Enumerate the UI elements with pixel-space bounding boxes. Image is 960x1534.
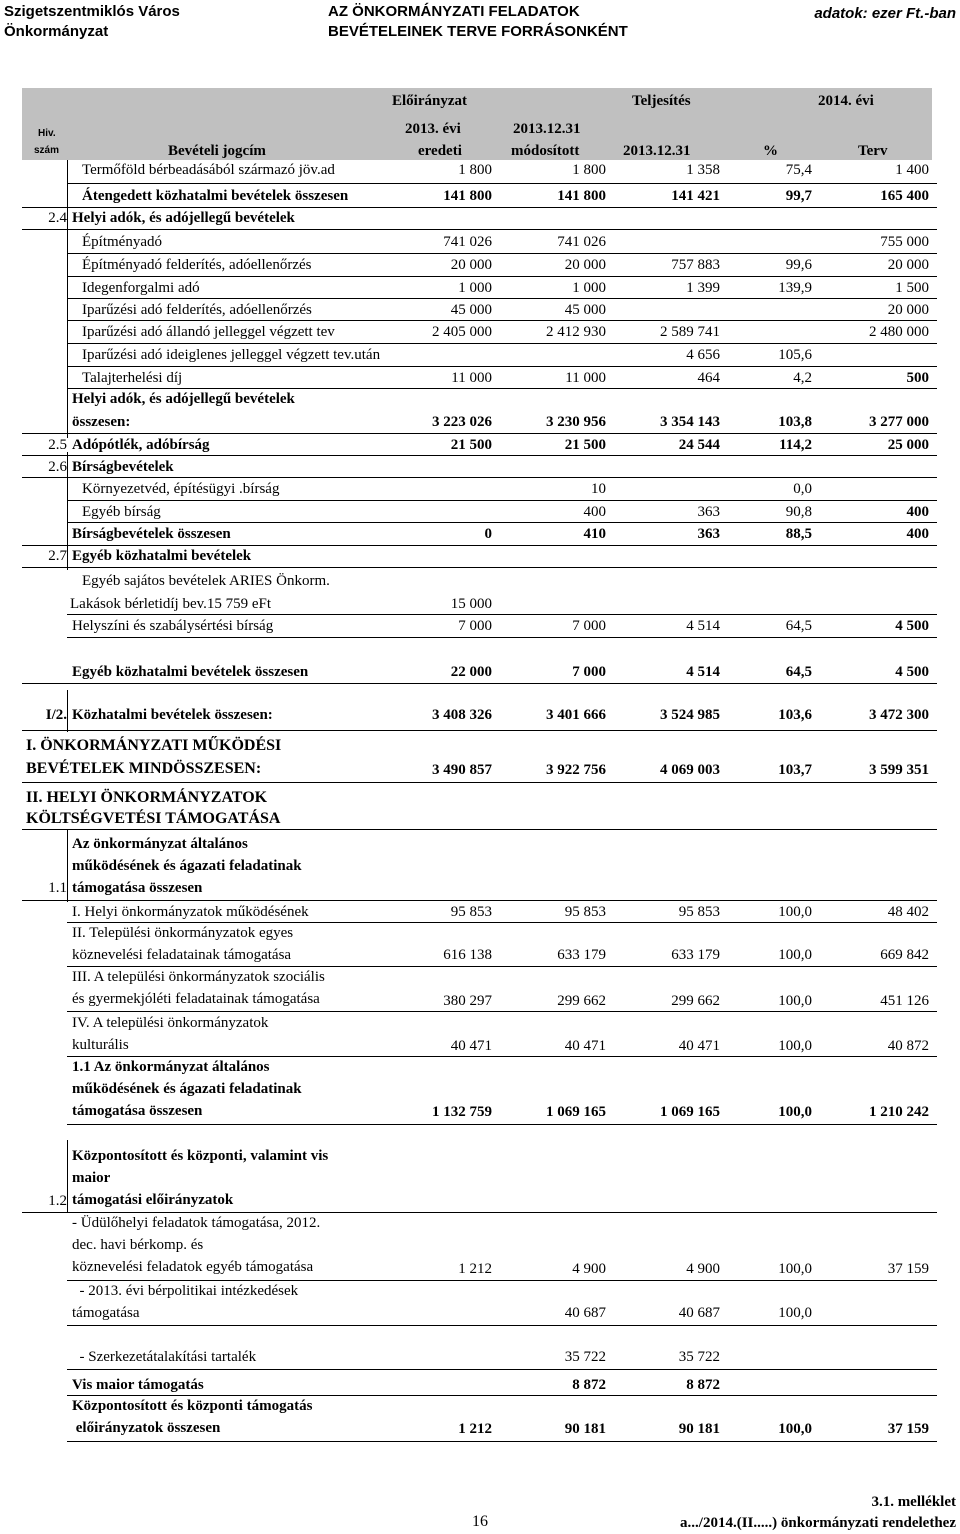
row-number: 2.6 — [48, 459, 67, 475]
row-label: 1.1 Az önkormányzat általános — [72, 1059, 270, 1075]
cell-pct: 103,7 — [778, 762, 812, 778]
cell-modositott: 10 — [591, 481, 606, 497]
col-rule — [67, 690, 68, 732]
col-2014: 2014. évi — [818, 93, 874, 109]
cell-teljesites: 95 853 — [678, 904, 720, 920]
cell-terv: 2 480 000 — [869, 324, 929, 340]
row-label: Az önkormányzat általános — [72, 836, 248, 852]
cell-terv: 400 — [906, 504, 929, 520]
row-label: köznevelési feladatok egyéb támogatása — [72, 1259, 314, 1275]
cell-pct: 100,0 — [778, 1104, 812, 1120]
cell-pct: 4,2 — [793, 370, 812, 386]
total-label: I. ÖNKORMÁNYZATI MŰKÖDÉSI — [26, 737, 282, 754]
col-hiv: Hiv. — [38, 128, 56, 139]
cell-eredeti: 22 000 — [450, 664, 492, 680]
cell-teljesites: 1 069 165 — [660, 1104, 720, 1120]
row-number: I/2. — [45, 707, 67, 723]
col-jogcim: Bevételi jogcím — [168, 143, 266, 159]
col-date-b: 2013.12.31 — [623, 143, 691, 159]
row-label: támogatása összesen — [72, 880, 203, 896]
cell-terv: 48 402 — [887, 904, 929, 920]
cell-pct: 103,8 — [778, 414, 812, 430]
cell-teljesites: 1 358 — [686, 162, 720, 178]
row-rule — [22, 829, 937, 830]
col-eredeti: eredeti — [418, 143, 462, 159]
cell-pct: 100,0 — [778, 1038, 812, 1054]
cell-teljesites: 2 589 741 — [660, 324, 720, 340]
org-name-2: Önkormányzat — [4, 23, 109, 40]
decree-label: a.../2014.(II.....) önkormányzati rendelethez — [680, 1515, 956, 1531]
row-label: IV. A települési önkormányzatok — [72, 1015, 269, 1031]
row-rule — [67, 1441, 937, 1442]
cell-modositott: 3 922 756 — [546, 762, 606, 778]
row-rule — [67, 966, 937, 967]
cell-teljesites: 3 524 985 — [660, 707, 720, 723]
col-rule — [67, 452, 68, 570]
cell-eredeti: 3 408 326 — [432, 707, 492, 723]
cell-teljesites: 299 662 — [671, 993, 720, 1009]
row-rule — [22, 1212, 937, 1213]
cell-modositott: 400 — [583, 504, 606, 520]
cell-eredeti: 0 — [484, 526, 492, 542]
cell-teljesites: 363 — [697, 526, 720, 542]
row-number: 2.5 — [48, 437, 67, 453]
cell-eredeti: 1 212 — [458, 1261, 492, 1277]
cell-terv: 400 — [906, 526, 929, 542]
cell-teljesites: 633 179 — [671, 947, 720, 963]
section-title: II. HELYI ÖNKORMÁNYZATOK — [26, 789, 268, 806]
row-rule — [67, 1124, 937, 1125]
cell-eredeti: 45 000 — [450, 302, 492, 318]
section-label: Bírságbevételek — [72, 459, 174, 475]
section-title: KÖLTSÉGVETÉSI TÁMOGATÁSA — [26, 810, 281, 827]
row-rule — [67, 253, 937, 254]
col-modositott: módosított — [511, 143, 580, 159]
row-label: Adópótlék, adóbírság — [72, 437, 210, 453]
row-label: Közhatalmi bevételek összesen: — [72, 707, 273, 723]
cell-terv: 4 500 — [895, 664, 929, 680]
row-label: Építményadó — [82, 234, 162, 250]
row-label: összesen: — [72, 414, 131, 430]
row-number: 1.2 — [48, 1193, 67, 1209]
row-label: Központosított és központi támogatás — [72, 1398, 313, 1414]
row-rule — [22, 730, 937, 731]
row-rule — [67, 500, 937, 501]
cell-eredeti: 3 490 857 — [432, 762, 492, 778]
row-rule — [67, 388, 937, 389]
cell-modositott: 299 662 — [557, 993, 606, 1009]
row-rule — [22, 433, 937, 434]
row-label: I. Helyi önkormányzatok működésének — [72, 904, 309, 920]
cell-eredeti: 15 000 — [450, 596, 492, 612]
row-rule — [67, 614, 937, 615]
cell-teljesites: 4 514 — [686, 664, 720, 680]
row-rule — [22, 207, 937, 208]
cell-pct: 100,0 — [778, 1305, 812, 1321]
section-label: Egyéb közhatalmi bevételek — [72, 548, 252, 564]
cell-modositott: 7 000 — [572, 618, 606, 634]
row-label: Egyéb bírság — [82, 504, 161, 520]
cell-terv: 1 400 — [895, 162, 929, 178]
cell-modositott: 90 181 — [564, 1421, 606, 1437]
cell-modositott: 8 872 — [572, 1377, 606, 1393]
col-szam: szám — [34, 145, 60, 156]
row-label: támogatása összesen — [72, 1103, 203, 1119]
cell-modositott: 3 230 956 — [546, 414, 606, 430]
cell-terv: 20 000 — [887, 302, 929, 318]
cell-terv: 451 126 — [880, 993, 929, 1009]
cell-modositott: 4 900 — [572, 1261, 606, 1277]
cell-eredeti: 21 500 — [450, 437, 492, 453]
cell-modositott: 45 000 — [564, 302, 606, 318]
row-label: - Szerkezetátalakítási tartalék — [72, 1349, 257, 1365]
cell-pct: 100,0 — [778, 1261, 812, 1277]
cell-teljesites: 4 656 — [686, 347, 720, 363]
cell-teljesites: 35 722 — [678, 1349, 720, 1365]
cell-teljesites: 363 — [697, 504, 720, 520]
col-rule — [67, 1140, 68, 1212]
col-pct: % — [763, 143, 778, 159]
cell-pct: 100,0 — [778, 993, 812, 1009]
cell-eredeti: 11 000 — [451, 370, 492, 386]
cell-teljesites: 90 181 — [678, 1421, 720, 1437]
cell-terv: 669 842 — [880, 947, 929, 963]
cell-teljesites: 464 — [697, 370, 720, 386]
cell-eredeti: 1 132 759 — [432, 1104, 492, 1120]
row-rule — [67, 637, 937, 638]
cell-terv: 1 500 — [895, 280, 929, 296]
table-header-band — [22, 88, 932, 160]
row-label: III. A települési önkormányzatok szociális — [72, 969, 325, 985]
cell-modositott: 141 800 — [557, 188, 606, 204]
row-rule — [67, 1056, 937, 1057]
cell-pct: 99,6 — [785, 257, 812, 273]
cell-eredeti: 20 000 — [450, 257, 492, 273]
cell-teljesites: 8 872 — [686, 1377, 720, 1393]
row-rule — [67, 1011, 937, 1012]
cell-pct: 90,8 — [785, 504, 812, 520]
row-label: maior — [72, 1170, 111, 1186]
cell-teljesites: 4 514 — [686, 618, 720, 634]
row-rule — [22, 455, 937, 456]
cell-modositott: 1 000 — [572, 280, 606, 296]
cell-teljesites: 4 069 003 — [660, 762, 720, 778]
row-label: köznevelési feladatainak támogatása — [72, 947, 292, 963]
cell-modositott: 11 000 — [565, 370, 606, 386]
total-label: BEVÉTELEK MINDÖSSZESEN: — [26, 760, 262, 777]
row-rule — [67, 343, 937, 344]
cell-terv: 4 500 — [895, 618, 929, 634]
cell-terv: 165 400 — [880, 188, 929, 204]
row-label: Helyi adók, és adójellegű bevételek — [72, 391, 295, 407]
col-rule — [67, 830, 68, 902]
row-label: támogatási előirányzatok — [72, 1192, 234, 1208]
cell-modositott: 3 401 666 — [546, 707, 606, 723]
cell-eredeti: 380 297 — [443, 993, 492, 1009]
cell-eredeti: 2 405 000 — [432, 324, 492, 340]
row-rule — [67, 183, 937, 184]
cell-eredeti: 1 212 — [458, 1421, 492, 1437]
row-label: működésének és ágazati feladatinak — [72, 1081, 302, 1097]
row-label: támogatása — [72, 1305, 140, 1321]
row-label: Központosított és központi, valamint vis — [72, 1148, 329, 1164]
cell-terv: 25 000 — [887, 437, 929, 453]
row-label: Iparűzési adó ideiglenes jelleggel végzett tev.után — [82, 347, 381, 363]
cell-terv: 1 210 242 — [869, 1104, 929, 1120]
cell-eredeti: 1 000 — [458, 280, 492, 296]
row-rule — [67, 366, 937, 367]
row-number: 2.7 — [48, 548, 67, 564]
row-label: II. Települési önkormányzatok egyes — [72, 925, 294, 941]
cell-pct: 103,6 — [778, 707, 812, 723]
row-label: - Üdülőhelyi feladatok támogatása, 2012. — [72, 1215, 321, 1231]
cell-terv: 40 872 — [887, 1038, 929, 1054]
row-rule — [22, 229, 937, 230]
cell-modositott: 741 026 — [557, 234, 606, 250]
row-label: kulturális — [72, 1037, 129, 1053]
cell-pct: 100,0 — [778, 947, 812, 963]
cell-modositott: 40 687 — [564, 1305, 606, 1321]
cell-pct: 139,9 — [778, 280, 812, 296]
cell-modositott: 20 000 — [564, 257, 606, 273]
cell-terv: 37 159 — [887, 1421, 929, 1437]
cell-terv: 3 599 351 — [869, 762, 929, 778]
cell-eredeti: 40 471 — [450, 1038, 492, 1054]
cell-eredeti: 3 223 026 — [432, 414, 492, 430]
row-label: dec. havi bérkomp. és — [72, 1237, 204, 1253]
doc-title: AZ ÖNKORMÁNYZATI FELADATOK — [328, 3, 580, 20]
cell-eredeti: 1 800 — [458, 162, 492, 178]
col-rule — [67, 160, 68, 438]
annex-label: 3.1. melléklet — [871, 1494, 956, 1510]
cell-teljesites: 141 421 — [671, 188, 720, 204]
cell-pct: 64,5 — [785, 664, 812, 680]
cell-pct: 99,7 — [785, 188, 812, 204]
cell-modositott: 410 — [583, 526, 606, 542]
cell-modositott: 2 412 930 — [546, 324, 606, 340]
cell-modositott: 95 853 — [564, 904, 606, 920]
row-rule — [22, 683, 937, 684]
cell-pct: 114,2 — [779, 437, 812, 453]
row-label: és gyermekjóléti feladatainak támogatása — [72, 991, 320, 1007]
row-label: Iparűzési adó állandó jelleggel végzett tev — [82, 324, 335, 340]
row-rule — [22, 477, 937, 478]
row-label: előirányzatok összesen — [72, 1420, 221, 1436]
row-label: Idegenforgalmi adó — [82, 280, 200, 296]
row-rule — [67, 1395, 937, 1396]
row-label: Egyéb sajátos bevételek ARIES Önkorm. — [82, 573, 330, 589]
cell-pct: 100,0 — [778, 1421, 812, 1437]
row-rule — [22, 782, 937, 783]
cell-terv: 755 000 — [880, 234, 929, 250]
row-label: működésének és ágazati feladatinak — [72, 858, 302, 874]
cell-terv: 500 — [906, 370, 929, 386]
cell-pct: 0,0 — [793, 481, 812, 497]
cell-teljesites: 1 399 — [686, 280, 720, 296]
row-label: Termőföld bérbeadásából származó jöv.ad — [82, 162, 335, 178]
row-label: Lakások bérletidíj bev.15 759 eFt — [70, 596, 272, 612]
cell-modositott: 7 000 — [572, 664, 606, 680]
row-rule — [67, 522, 937, 523]
row-rule — [22, 567, 937, 568]
row-rule — [67, 298, 937, 299]
cell-teljesites: 757 883 — [671, 257, 720, 273]
col-teljesites: Teljesítés — [632, 93, 691, 109]
cell-modositott: 1 069 165 — [546, 1104, 606, 1120]
row-label: Átengedett közhatalmi bevételek összesen — [82, 188, 349, 204]
cell-pct: 100,0 — [778, 904, 812, 920]
cell-eredeti: 141 800 — [443, 188, 492, 204]
row-label: Építményadó felderítés, adóellenőrzés — [82, 257, 312, 273]
unit-note: adatok: ezer Ft.-ban — [814, 5, 956, 22]
cell-modositott: 1 800 — [572, 162, 606, 178]
row-label: Talajterhelési díj — [82, 370, 183, 386]
col-terv: Terv — [858, 143, 888, 159]
cell-pct: 105,6 — [778, 347, 812, 363]
cell-pct: 64,5 — [785, 618, 812, 634]
row-rule — [67, 1325, 937, 1326]
section-label: Helyi adók, és adójellegű bevételek — [72, 210, 295, 226]
col-date-a: 2013.12.31 — [513, 121, 581, 137]
row-rule — [67, 1369, 937, 1370]
row-rule — [67, 320, 937, 321]
cell-modositott: 40 471 — [564, 1038, 606, 1054]
cell-teljesites: 24 544 — [678, 437, 720, 453]
row-label: Egyéb közhatalmi bevételek összesen — [72, 664, 309, 680]
col-eloiranyzat: Előirányzat — [392, 93, 467, 109]
row-number: 1.1 — [48, 880, 67, 896]
cell-eredeti: 7 000 — [458, 618, 492, 634]
row-label: Vis maior támogatás — [72, 1377, 204, 1393]
cell-pct: 88,5 — [785, 526, 812, 542]
row-label: Környezetvéd, építésügyi .bírság — [82, 481, 280, 497]
row-number: 2.4 — [48, 210, 67, 226]
cell-terv: 37 159 — [887, 1261, 929, 1277]
col-2013: 2013. évi — [405, 121, 461, 137]
cell-eredeti: 616 138 — [443, 947, 492, 963]
cell-pct: 75,4 — [785, 162, 812, 178]
cell-modositott: 633 179 — [557, 947, 606, 963]
cell-teljesites: 3 354 143 — [660, 414, 720, 430]
row-rule — [22, 900, 937, 901]
cell-eredeti: 95 853 — [450, 904, 492, 920]
doc-title-2: BEVÉTELEINEK TERVE FORRÁSONKÉNT — [328, 23, 628, 40]
row-rule — [67, 1280, 937, 1281]
row-rule — [67, 922, 937, 923]
row-label: Helyszíni és szabálysértési bírság — [72, 618, 274, 634]
row-label: - 2013. évi bérpolitikai intézkedések — [72, 1283, 299, 1299]
cell-terv: 3 472 300 — [869, 707, 929, 723]
cell-modositott: 35 722 — [564, 1349, 606, 1365]
cell-teljesites: 40 471 — [678, 1038, 720, 1054]
cell-terv: 3 277 000 — [869, 414, 929, 430]
cell-terv: 20 000 — [887, 257, 929, 273]
page-number: 16 — [472, 1513, 488, 1530]
cell-eredeti: 741 026 — [443, 234, 492, 250]
row-label: Iparűzési adó felderítés, adóellenőrzés — [82, 302, 312, 318]
org-name: Szigetszentmiklós Város — [4, 3, 180, 20]
cell-modositott: 21 500 — [564, 437, 606, 453]
row-label: Bírságbevételek összesen — [72, 526, 231, 542]
cell-teljesites: 4 900 — [686, 1261, 720, 1277]
row-rule — [22, 545, 937, 546]
cell-teljesites: 40 687 — [678, 1305, 720, 1321]
row-rule — [67, 276, 937, 277]
